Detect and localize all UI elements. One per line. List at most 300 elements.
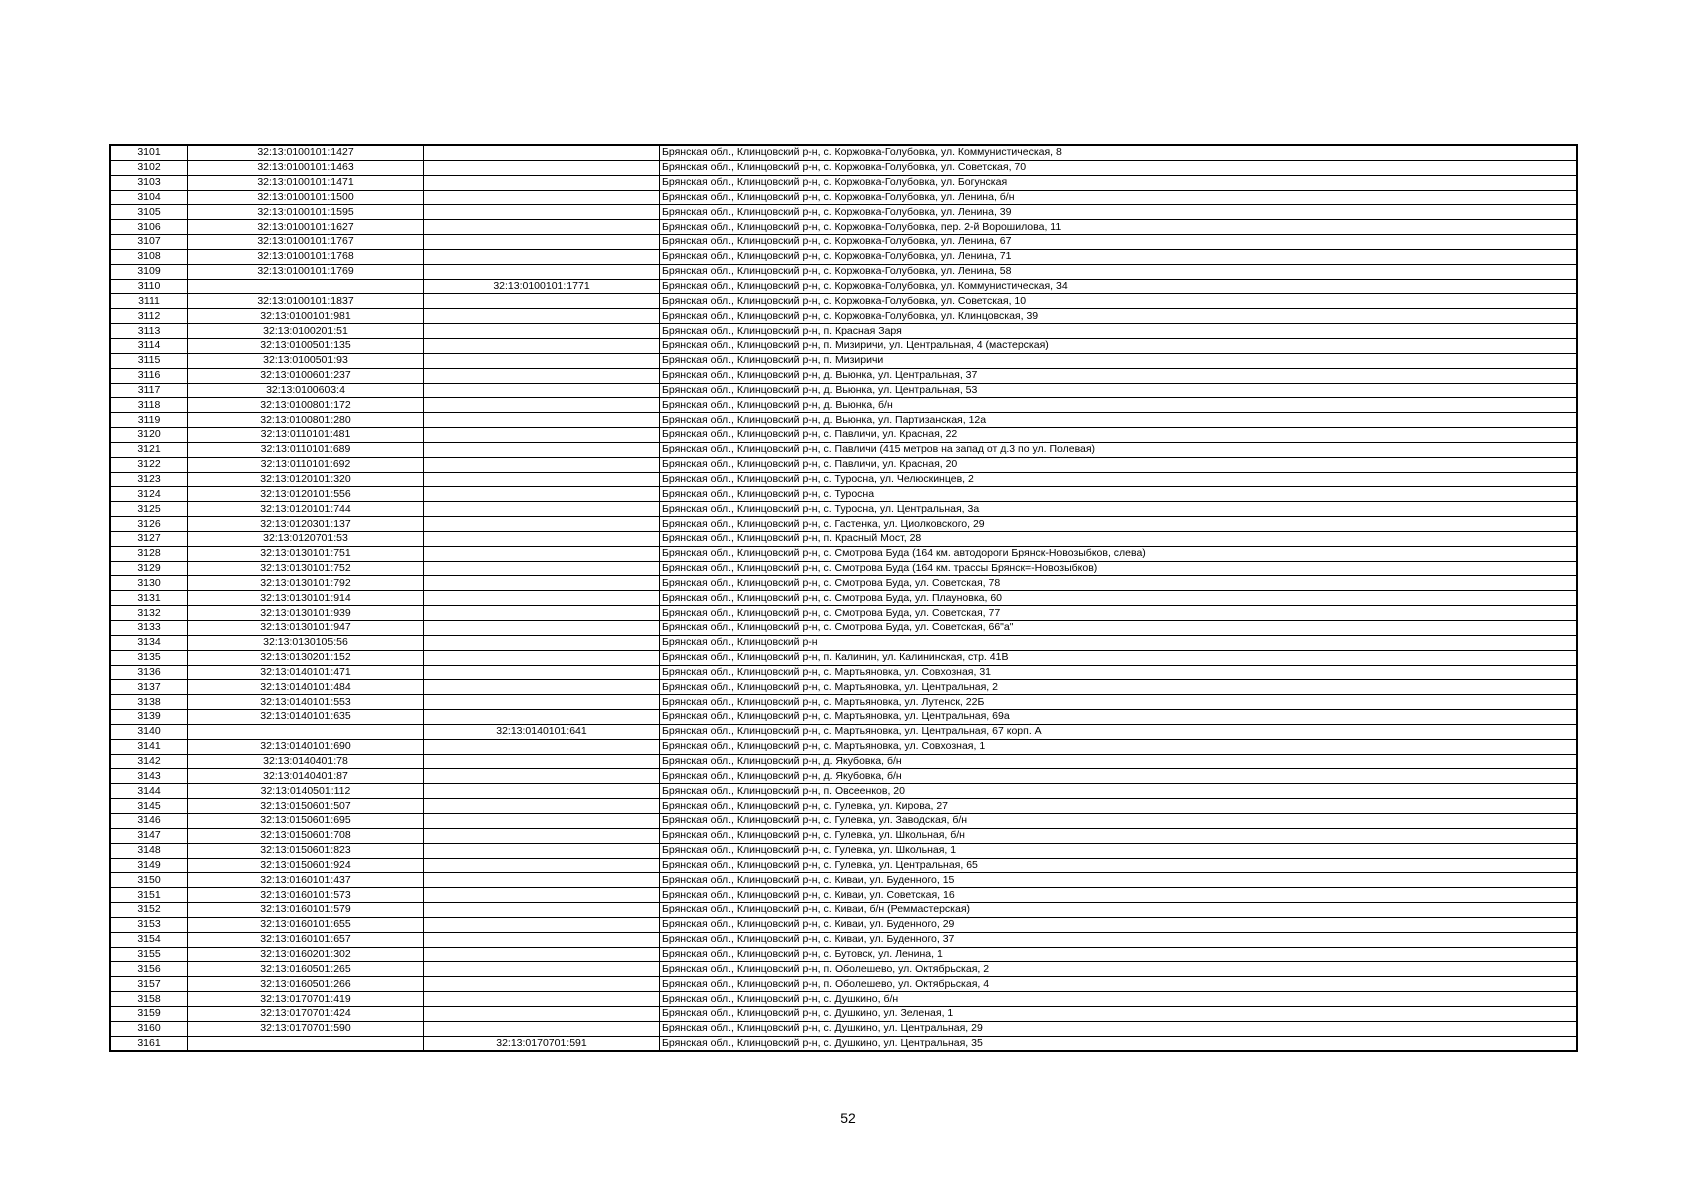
table-row xyxy=(110,546,1577,561)
row-number-cell: 3141 xyxy=(110,739,188,754)
cadastral-number-alt-cell xyxy=(424,517,660,532)
cadastral-number-cell: 32:13:0130201:152 xyxy=(188,650,424,665)
row-number-cell: 3146 xyxy=(110,813,188,828)
cadastral-number-cell: 32:13:0100501:135 xyxy=(188,338,424,353)
address-cell: Брянская обл., Клинцовский р-н, с. Гулевка, ул. Центральная, 65 xyxy=(660,858,1578,873)
address-cell: Брянская обл., Клинцовский р-н, с. Павличи (415 метров на запад от д.3 по ул. Полевая) xyxy=(660,442,1578,457)
table-row xyxy=(110,992,1577,1007)
cadastral-number-alt-cell xyxy=(424,413,660,428)
address-cell: Брянская обл., Клинцовский р-н, с. Смотрова Буда (164 км. автодороги Брянск-Новозыбков, слева) xyxy=(660,546,1578,561)
records-table-body xyxy=(110,145,1577,1051)
row-number-cell: 3130 xyxy=(110,576,188,591)
table-row xyxy=(110,828,1577,843)
row-number-cell: 3160 xyxy=(110,1021,188,1036)
cadastral-number-alt-cell xyxy=(424,695,660,710)
cadastral-number-alt-cell: 32:13:0170701:591 xyxy=(424,1036,660,1051)
address-cell: Брянская обл., Клинцовский р-н, с. Коржовка-Голубовка, ул. Ленина, 39 xyxy=(660,205,1578,220)
cadastral-number-alt-cell xyxy=(424,561,660,576)
table-row xyxy=(110,428,1577,443)
table-row xyxy=(110,338,1577,353)
cadastral-number-alt-cell xyxy=(424,873,660,888)
cadastral-number-cell: 32:13:0130101:939 xyxy=(188,606,424,621)
table-row xyxy=(110,591,1577,606)
address-cell: Брянская обл., Клинцовский р-н xyxy=(660,635,1578,650)
table-row xyxy=(110,249,1577,264)
cadastral-number-cell: 32:13:0140501:112 xyxy=(188,784,424,799)
row-number-cell: 3116 xyxy=(110,368,188,383)
cadastral-number-cell: 32:13:0160501:266 xyxy=(188,977,424,992)
cadastral-number-cell: 32:13:0130101:751 xyxy=(188,546,424,561)
address-cell: Брянская обл., Клинцовский р-н, с. Смотрова Буда, ул. Советская, 66"а" xyxy=(660,621,1578,636)
cadastral-number-alt-cell xyxy=(424,665,660,680)
address-cell: Брянская обл., Клинцовский р-н, с. Киваи, ул. Буденного, 15 xyxy=(660,873,1578,888)
cadastral-number-cell: 32:13:0140101:635 xyxy=(188,710,424,725)
address-cell: Брянская обл., Клинцовский р-н, с. Гулевка, ул. Школьная, б/н xyxy=(660,828,1578,843)
row-number-cell: 3126 xyxy=(110,517,188,532)
row-number-cell: 3152 xyxy=(110,903,188,918)
address-cell: Брянская обл., Клинцовский р-н, с. Коржовка-Голубовка, ул. Коммунистическая, 34 xyxy=(660,279,1578,294)
cadastral-number-cell: 32:13:0130101:947 xyxy=(188,621,424,636)
cadastral-number-alt-cell xyxy=(424,368,660,383)
row-number-cell: 3103 xyxy=(110,175,188,190)
cadastral-number-cell xyxy=(188,724,424,739)
address-cell: Брянская обл., Клинцовский р-н, с. Мартьяновка, ул. Центральная, 69а xyxy=(660,710,1578,725)
row-number-cell: 3120 xyxy=(110,428,188,443)
address-cell: Брянская обл., Клинцовский р-н, п. Оболешево, ул. Октябрьская, 2 xyxy=(660,962,1578,977)
cadastral-number-alt-cell xyxy=(424,992,660,1007)
address-cell: Брянская обл., Клинцовский р-н, с. Туросна xyxy=(660,487,1578,502)
table-row xyxy=(110,1021,1577,1036)
cadastral-number-alt-cell xyxy=(424,917,660,932)
row-number-cell: 3154 xyxy=(110,932,188,947)
cadastral-number-alt-cell xyxy=(424,606,660,621)
records-table xyxy=(109,144,1578,1052)
cadastral-number-cell: 32:13:0100101:1769 xyxy=(188,264,424,279)
address-cell: Брянская обл., Клинцовский р-н, с. Мартьяновка, ул. Центральная, 67 корп. А xyxy=(660,724,1578,739)
address-cell: Брянская обл., Клинцовский р-н, д. Вьюнка, б/н xyxy=(660,398,1578,413)
cadastral-number-cell: 32:13:0100101:981 xyxy=(188,309,424,324)
address-cell: Брянская обл., Клинцовский р-н, с. Киваи, б/н (Реммастерская) xyxy=(660,903,1578,918)
table-row xyxy=(110,724,1577,739)
cadastral-number-alt-cell xyxy=(424,472,660,487)
row-number-cell: 3122 xyxy=(110,457,188,472)
address-cell: Брянская обл., Клинцовский р-н, с. Гулевка, ул. Кирова, 27 xyxy=(660,799,1578,814)
cadastral-number-alt-cell xyxy=(424,591,660,606)
table-row xyxy=(110,353,1577,368)
cadastral-number-cell: 32:13:0100101:1837 xyxy=(188,294,424,309)
row-number-cell: 3119 xyxy=(110,413,188,428)
address-cell: Брянская обл., Клинцовский р-н, с. Смотрова Буда, ул. Советская, 77 xyxy=(660,606,1578,621)
address-cell: Брянская обл., Клинцовский р-н, п. Калинин, ул. Калининская, стр. 41В xyxy=(660,650,1578,665)
row-number-cell: 3107 xyxy=(110,235,188,250)
address-cell: Брянская обл., Клинцовский р-н, с. Коржовка-Голубовка, ул. Советская, 10 xyxy=(660,294,1578,309)
address-cell: Брянская обл., Клинцовский р-н, с. Мартьяновка, ул. Совхозная, 31 xyxy=(660,665,1578,680)
cadastral-number-alt-cell: 32:13:0140101:641 xyxy=(424,724,660,739)
row-number-cell: 3105 xyxy=(110,205,188,220)
table-row xyxy=(110,190,1577,205)
cadastral-number-cell: 32:13:0110101:689 xyxy=(188,442,424,457)
table-row xyxy=(110,279,1577,294)
table-row xyxy=(110,754,1577,769)
address-cell: Брянская обл., Клинцовский р-н, с. Душкино, б/н xyxy=(660,992,1578,1007)
cadastral-number-cell xyxy=(188,1036,424,1051)
row-number-cell: 3134 xyxy=(110,635,188,650)
row-number-cell: 3153 xyxy=(110,917,188,932)
cadastral-number-alt-cell xyxy=(424,546,660,561)
row-number-cell: 3117 xyxy=(110,383,188,398)
table-row xyxy=(110,175,1577,190)
table-row xyxy=(110,784,1577,799)
cadastral-number-alt-cell xyxy=(424,1021,660,1036)
address-cell: Брянская обл., Клинцовский р-н, с. Коржовка-Голубовка, ул. Клинцовская, 39 xyxy=(660,309,1578,324)
cadastral-number-alt-cell xyxy=(424,843,660,858)
cadastral-number-cell: 32:13:0160101:657 xyxy=(188,932,424,947)
row-number-cell: 3114 xyxy=(110,338,188,353)
address-cell: Брянская обл., Клинцовский р-н, п. Мизиричи xyxy=(660,353,1578,368)
cadastral-number-cell: 32:13:0100101:1500 xyxy=(188,190,424,205)
table-row xyxy=(110,502,1577,517)
address-cell: Брянская обл., Клинцовский р-н, с. Душкино, ул. Центральная, 29 xyxy=(660,1021,1578,1036)
address-cell: Брянская обл., Клинцовский р-н, с. Гулевка, ул. Заводская, б/н xyxy=(660,813,1578,828)
table-row xyxy=(110,517,1577,532)
cadastral-number-cell: 32:13:0120701:53 xyxy=(188,531,424,546)
row-number-cell: 3111 xyxy=(110,294,188,309)
address-cell: Брянская обл., Клинцовский р-н, с. Коржовка-Голубовка, ул. Ленина, 58 xyxy=(660,264,1578,279)
row-number-cell: 3108 xyxy=(110,249,188,264)
cadastral-number-cell: 32:13:0100101:1463 xyxy=(188,160,424,175)
row-number-cell: 3150 xyxy=(110,873,188,888)
address-cell: Брянская обл., Клинцовский р-н, с. Мартьяновка, ул. Совхозная, 1 xyxy=(660,739,1578,754)
row-number-cell: 3158 xyxy=(110,992,188,1007)
cadastral-number-cell: 32:13:0130101:914 xyxy=(188,591,424,606)
table-row xyxy=(110,457,1577,472)
table-row xyxy=(110,977,1577,992)
cadastral-number-alt-cell xyxy=(424,324,660,339)
cadastral-number-alt-cell xyxy=(424,235,660,250)
address-cell: Брянская обл., Клинцовский р-н, с. Туросна, ул. Челюскинцев, 2 xyxy=(660,472,1578,487)
row-number-cell: 3132 xyxy=(110,606,188,621)
row-number-cell: 3101 xyxy=(110,145,188,160)
row-number-cell: 3157 xyxy=(110,977,188,992)
cadastral-number-alt-cell xyxy=(424,264,660,279)
table-row xyxy=(110,383,1577,398)
table-row xyxy=(110,487,1577,502)
row-number-cell: 3115 xyxy=(110,353,188,368)
table-row xyxy=(110,695,1577,710)
address-cell: Брянская обл., Клинцовский р-н, с. Мартьяновка, ул. Центральная, 2 xyxy=(660,680,1578,695)
table-row xyxy=(110,873,1577,888)
row-number-cell: 3137 xyxy=(110,680,188,695)
address-cell: Брянская обл., Клинцовский р-н, п. Красная Заря xyxy=(660,324,1578,339)
table-row xyxy=(110,739,1577,754)
cadastral-number-alt-cell xyxy=(424,442,660,457)
table-row xyxy=(110,413,1577,428)
cadastral-number-alt-cell xyxy=(424,1006,660,1021)
table-row xyxy=(110,398,1577,413)
row-number-cell: 3147 xyxy=(110,828,188,843)
row-number-cell: 3151 xyxy=(110,888,188,903)
address-cell: Брянская обл., Клинцовский р-н, п. Овсеенков, 20 xyxy=(660,784,1578,799)
cadastral-number-alt-cell xyxy=(424,710,660,725)
address-cell: Брянская обл., Клинцовский р-н, д. Вьюнка, ул. Партизанская, 12а xyxy=(660,413,1578,428)
cadastral-number-cell: 32:13:0100101:1427 xyxy=(188,145,424,160)
cadastral-number-alt-cell xyxy=(424,858,660,873)
table-row xyxy=(110,858,1577,873)
cadastral-number-alt-cell xyxy=(424,680,660,695)
cadastral-number-cell: 32:13:0100501:93 xyxy=(188,353,424,368)
cadastral-number-alt-cell xyxy=(424,888,660,903)
table-row xyxy=(110,621,1577,636)
row-number-cell: 3136 xyxy=(110,665,188,680)
cadastral-number-cell: 32:13:0160101:437 xyxy=(188,873,424,888)
cadastral-number-alt-cell xyxy=(424,457,660,472)
address-cell: Брянская обл., Клинцовский р-н, с. Павличи, ул. Красная, 22 xyxy=(660,428,1578,443)
row-number-cell: 3124 xyxy=(110,487,188,502)
address-cell: Брянская обл., Клинцовский р-н, с. Коржовка-Голубовка, ул. Ленина, б/н xyxy=(660,190,1578,205)
table-row xyxy=(110,1036,1577,1051)
cadastral-number-cell: 32:13:0160101:655 xyxy=(188,917,424,932)
table-row xyxy=(110,294,1577,309)
table-row xyxy=(110,145,1577,160)
row-number-cell: 3144 xyxy=(110,784,188,799)
address-cell: Брянская обл., Клинцовский р-н, с. Коржовка-Голубовка, ул. Богунская xyxy=(660,175,1578,190)
cadastral-number-cell: 32:13:0100101:1595 xyxy=(188,205,424,220)
page-number: 52 xyxy=(840,1110,856,1126)
cadastral-number-cell: 32:13:0150601:924 xyxy=(188,858,424,873)
table-row xyxy=(110,665,1577,680)
cadastral-number-cell: 32:13:0100801:172 xyxy=(188,398,424,413)
table-row xyxy=(110,710,1577,725)
cadastral-number-alt-cell xyxy=(424,294,660,309)
cadastral-number-alt-cell: 32:13:0100101:1771 xyxy=(424,279,660,294)
address-cell: Брянская обл., Клинцовский р-н, с. Смотрова Буда, ул. Советская, 78 xyxy=(660,576,1578,591)
address-cell: Брянская обл., Клинцовский р-н, с. Душкино, ул. Зеленая, 1 xyxy=(660,1006,1578,1021)
row-number-cell: 3121 xyxy=(110,442,188,457)
address-cell: Брянская обл., Клинцовский р-н, с. Душкино, ул. Центральная, 35 xyxy=(660,1036,1578,1051)
row-number-cell: 3110 xyxy=(110,279,188,294)
row-number-cell: 3129 xyxy=(110,561,188,576)
cadastral-number-cell: 32:13:0140101:690 xyxy=(188,739,424,754)
table-row xyxy=(110,635,1577,650)
address-cell: Брянская обл., Клинцовский р-н, с. Павличи, ул. Красная, 20 xyxy=(660,457,1578,472)
table-row xyxy=(110,888,1577,903)
row-number-cell: 3161 xyxy=(110,1036,188,1051)
address-cell: Брянская обл., Клинцовский р-н, с. Смотрова Буда, ул. Плауновка, 60 xyxy=(660,591,1578,606)
row-number-cell: 3149 xyxy=(110,858,188,873)
table-row xyxy=(110,843,1577,858)
address-cell: Брянская обл., Клинцовский р-н, с. Коржовка-Голубовка, пер. 2-й Ворошилова, 11 xyxy=(660,220,1578,235)
cadastral-number-alt-cell xyxy=(424,621,660,636)
row-number-cell: 3140 xyxy=(110,724,188,739)
table-row xyxy=(110,1006,1577,1021)
cadastral-number-cell: 32:13:0110101:481 xyxy=(188,428,424,443)
cadastral-number-cell: 32:13:0160201:302 xyxy=(188,947,424,962)
cadastral-number-cell: 32:13:0100603:4 xyxy=(188,383,424,398)
cadastral-number-alt-cell xyxy=(424,932,660,947)
cadastral-number-alt-cell xyxy=(424,784,660,799)
cadastral-number-alt-cell xyxy=(424,353,660,368)
row-number-cell: 3113 xyxy=(110,324,188,339)
cadastral-number-alt-cell xyxy=(424,175,660,190)
cadastral-number-cell: 32:13:0130105:56 xyxy=(188,635,424,650)
row-number-cell: 3102 xyxy=(110,160,188,175)
row-number-cell: 3112 xyxy=(110,309,188,324)
address-cell: Брянская обл., Клинцовский р-н, с. Гулевка, ул. Школьная, 1 xyxy=(660,843,1578,858)
address-cell: Брянская обл., Клинцовский р-н, д. Якубовка, б/н xyxy=(660,754,1578,769)
table-row xyxy=(110,769,1577,784)
address-cell: Брянская обл., Клинцовский р-н, с. Коржовка-Голубовка, ул. Ленина, 71 xyxy=(660,249,1578,264)
table-row xyxy=(110,324,1577,339)
table-row xyxy=(110,947,1577,962)
address-cell: Брянская обл., Клинцовский р-н, с. Смотрова Буда (164 км. трассы Брянск=-Новозыбков) xyxy=(660,561,1578,576)
cadastral-number-cell: 32:13:0110101:692 xyxy=(188,457,424,472)
cadastral-number-cell: 32:13:0100101:1768 xyxy=(188,249,424,264)
address-cell: Брянская обл., Клинцовский р-н, с. Коржовка-Голубовка, ул. Коммунистическая, 8 xyxy=(660,145,1578,160)
cadastral-number-cell: 32:13:0100101:1767 xyxy=(188,235,424,250)
cadastral-number-alt-cell xyxy=(424,635,660,650)
cadastral-number-alt-cell xyxy=(424,531,660,546)
table-row xyxy=(110,442,1577,457)
address-cell: Брянская обл., Клинцовский р-н, с. Киваи, ул. Буденного, 37 xyxy=(660,932,1578,947)
row-number-cell: 3145 xyxy=(110,799,188,814)
cadastral-number-alt-cell xyxy=(424,487,660,502)
cadastral-number-cell: 32:13:0140401:78 xyxy=(188,754,424,769)
cadastral-number-cell: 32:13:0160101:573 xyxy=(188,888,424,903)
address-cell: Брянская обл., Клинцовский р-н, п. Оболешево, ул. Октябрьская, 4 xyxy=(660,977,1578,992)
cadastral-number-cell: 32:13:0150601:823 xyxy=(188,843,424,858)
address-cell: Брянская обл., Клинцовский р-н, д. Якубовка, б/н xyxy=(660,769,1578,784)
cadastral-number-alt-cell xyxy=(424,502,660,517)
cadastral-number-alt-cell xyxy=(424,428,660,443)
cadastral-number-cell: 32:13:0100101:1627 xyxy=(188,220,424,235)
row-number-cell: 3109 xyxy=(110,264,188,279)
cadastral-number-alt-cell xyxy=(424,338,660,353)
row-number-cell: 3118 xyxy=(110,398,188,413)
cadastral-number-alt-cell xyxy=(424,947,660,962)
table-row xyxy=(110,962,1577,977)
cadastral-number-alt-cell xyxy=(424,205,660,220)
cadastral-number-cell: 32:13:0170701:424 xyxy=(188,1006,424,1021)
table-row xyxy=(110,932,1577,947)
table-row xyxy=(110,264,1577,279)
cadastral-number-alt-cell xyxy=(424,309,660,324)
cadastral-number-cell: 32:13:0150601:507 xyxy=(188,799,424,814)
table-row xyxy=(110,650,1577,665)
table-row xyxy=(110,903,1577,918)
address-cell: Брянская обл., Клинцовский р-н, с. Коржовка-Голубовка, ул. Советская, 70 xyxy=(660,160,1578,175)
cadastral-number-alt-cell xyxy=(424,190,660,205)
cadastral-number-alt-cell xyxy=(424,398,660,413)
cadastral-number-cell: 32:13:0100601:237 xyxy=(188,368,424,383)
cadastral-number-alt-cell xyxy=(424,828,660,843)
row-number-cell: 3139 xyxy=(110,710,188,725)
row-number-cell: 3131 xyxy=(110,591,188,606)
cadastral-number-alt-cell xyxy=(424,754,660,769)
cadastral-number-cell: 32:13:0130101:792 xyxy=(188,576,424,591)
address-cell: Брянская обл., Клинцовский р-н, с. Киваи, ул. Советская, 16 xyxy=(660,888,1578,903)
cadastral-number-alt-cell xyxy=(424,813,660,828)
row-number-cell: 3159 xyxy=(110,1006,188,1021)
cadastral-number-alt-cell xyxy=(424,769,660,784)
table-row xyxy=(110,368,1577,383)
cadastral-number-alt-cell xyxy=(424,220,660,235)
cadastral-number-alt-cell xyxy=(424,650,660,665)
cadastral-number-alt-cell xyxy=(424,576,660,591)
table-row xyxy=(110,220,1577,235)
row-number-cell: 3125 xyxy=(110,502,188,517)
cadastral-number-alt-cell xyxy=(424,160,660,175)
table-row xyxy=(110,576,1577,591)
table-row xyxy=(110,799,1577,814)
cadastral-number-cell: 32:13:0120101:556 xyxy=(188,487,424,502)
cadastral-number-alt-cell xyxy=(424,383,660,398)
cadastral-number-cell xyxy=(188,279,424,294)
address-cell: Брянская обл., Клинцовский р-н, д. Вьюнка, ул. Центральная, 53 xyxy=(660,383,1578,398)
address-cell: Брянская обл., Клинцовский р-н, с. Гастенка, ул. Циолковского, 29 xyxy=(660,517,1578,532)
table-row xyxy=(110,680,1577,695)
row-number-cell: 3142 xyxy=(110,754,188,769)
table-row xyxy=(110,235,1577,250)
cadastral-number-cell: 32:13:0170701:590 xyxy=(188,1021,424,1036)
cadastral-number-cell: 32:13:0140401:87 xyxy=(188,769,424,784)
row-number-cell: 3104 xyxy=(110,190,188,205)
cadastral-number-cell: 32:13:0150601:695 xyxy=(188,813,424,828)
cadastral-number-cell: 32:13:0140101:553 xyxy=(188,695,424,710)
address-cell: Брянская обл., Клинцовский р-н, с. Бутовск, ул. Ленина, 1 xyxy=(660,947,1578,962)
cadastral-number-cell: 32:13:0150601:708 xyxy=(188,828,424,843)
row-number-cell: 3127 xyxy=(110,531,188,546)
address-cell: Брянская обл., Клинцовский р-н, с. Туросна, ул. Центральная, 3а xyxy=(660,502,1578,517)
cadastral-number-cell: 32:13:0140101:484 xyxy=(188,680,424,695)
cadastral-number-alt-cell xyxy=(424,145,660,160)
cadastral-number-cell: 32:13:0120301:137 xyxy=(188,517,424,532)
cadastral-number-cell: 32:13:0120101:744 xyxy=(188,502,424,517)
table-row xyxy=(110,309,1577,324)
cadastral-number-alt-cell xyxy=(424,903,660,918)
row-number-cell: 3148 xyxy=(110,843,188,858)
row-number-cell: 3128 xyxy=(110,546,188,561)
row-number-cell: 3133 xyxy=(110,621,188,636)
cadastral-number-cell: 32:13:0100101:1471 xyxy=(188,175,424,190)
cadastral-number-cell: 32:13:0160501:265 xyxy=(188,962,424,977)
address-cell: Брянская обл., Клинцовский р-н, с. Киваи, ул. Буденного, 29 xyxy=(660,917,1578,932)
table-row xyxy=(110,561,1577,576)
row-number-cell: 3138 xyxy=(110,695,188,710)
table-row xyxy=(110,472,1577,487)
table-row xyxy=(110,813,1577,828)
cadastral-number-cell: 32:13:0140101:471 xyxy=(188,665,424,680)
table-row xyxy=(110,205,1577,220)
row-number-cell: 3106 xyxy=(110,220,188,235)
row-number-cell: 3123 xyxy=(110,472,188,487)
cadastral-number-alt-cell xyxy=(424,962,660,977)
table-row xyxy=(110,917,1577,932)
cadastral-number-cell: 32:13:0160101:579 xyxy=(188,903,424,918)
cadastral-number-alt-cell xyxy=(424,249,660,264)
address-cell: Брянская обл., Клинцовский р-н, д. Вьюнка, ул. Центральная, 37 xyxy=(660,368,1578,383)
address-cell: Брянская обл., Клинцовский р-н, п. Красный Мост, 28 xyxy=(660,531,1578,546)
cadastral-number-cell: 32:13:0170701:419 xyxy=(188,992,424,1007)
cadastral-number-alt-cell xyxy=(424,977,660,992)
cadastral-number-cell: 32:13:0120101:320 xyxy=(188,472,424,487)
address-cell: Брянская обл., Клинцовский р-н, с. Мартьяновка, ул. Лутенск, 22Б xyxy=(660,695,1578,710)
cadastral-number-alt-cell xyxy=(424,739,660,754)
cadastral-number-cell: 32:13:0130101:752 xyxy=(188,561,424,576)
cadastral-number-alt-cell xyxy=(424,799,660,814)
address-cell: Брянская обл., Клинцовский р-н, с. Коржовка-Голубовка, ул. Ленина, 67 xyxy=(660,235,1578,250)
table-row xyxy=(110,531,1577,546)
cadastral-number-cell: 32:13:0100801:280 xyxy=(188,413,424,428)
